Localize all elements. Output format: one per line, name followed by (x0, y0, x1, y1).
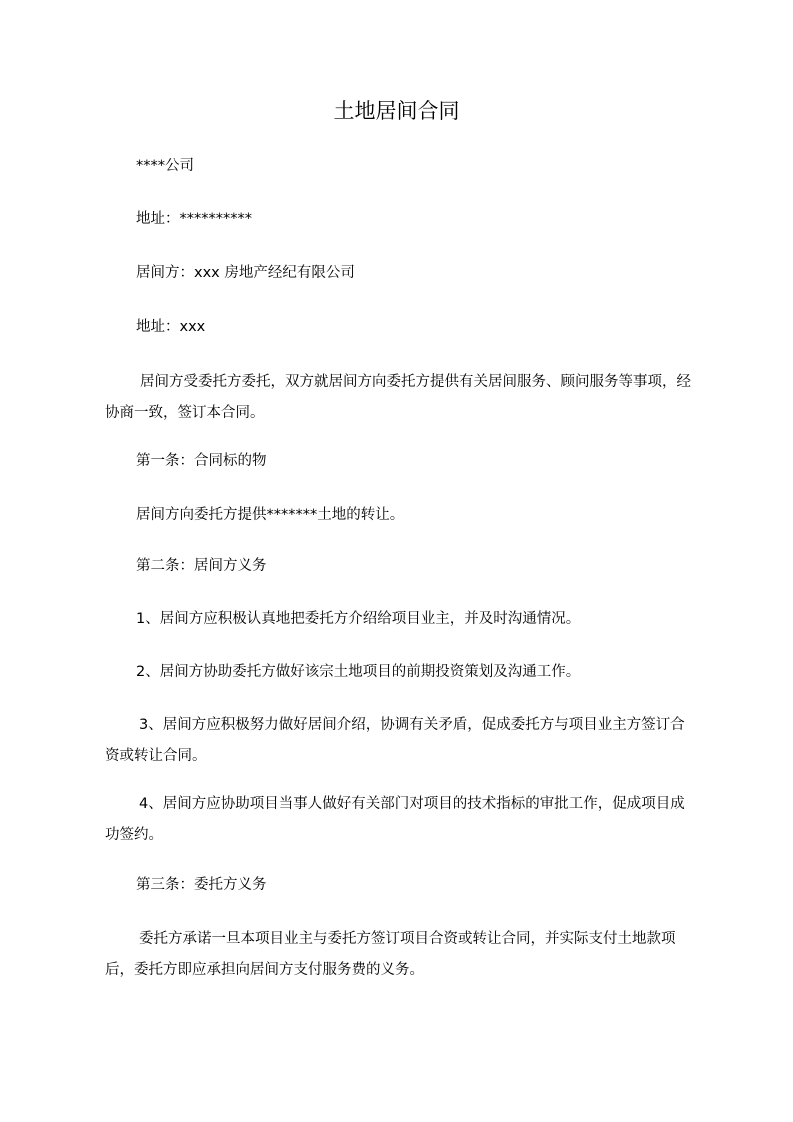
article3-text: 委托方承诺一旦本项目业主与委托方签订项目合资或转让合同，并实际支付土地款项后，委托方即应承担向居间方支付服务费的义务。 (105, 931, 676, 978)
article2-item-3: 3、居间方应积极努力做好居间介绍，协调有关矛盾，促成委托方与项目业主方签订合资或转让合同。 (105, 717, 685, 764)
preamble-paragraph: 居间方受委托方委托，双方就居间方向委托方提供有关居间服务、顾问服务等事项，经协商一致，签订本合同。 (105, 374, 691, 421)
contract-title: 土地居间合同 (333, 99, 460, 123)
article1-text: 居间方向委托方提供*******土地的转让。 (136, 507, 405, 523)
broker-address: 地址：xxx (136, 319, 206, 335)
article2-heading: 第二条：居间方义务 (136, 558, 267, 574)
broker-name: 居间方：xxx 房地产经纪有限公司 (136, 265, 355, 281)
article2-item-1: 1、居间方应积极认真地把委托方介绍给项目业主，并及时沟通情况。 (136, 611, 581, 627)
article1-heading: 第一条：合同标的物 (136, 453, 267, 469)
party-a-name: ****公司 (136, 158, 194, 174)
article2-item-4: 4、居间方应协助项目当事人做好有关部门对项目的技术指标的审批工作，促成项目成功签约。 (105, 796, 685, 843)
party-a-address: 地址：********** (136, 211, 252, 227)
article3-heading: 第三条：委托方义务 (136, 877, 267, 893)
article2-item-2: 2、居间方协助委托方做好该宗土地项目的前期投资策划及沟通工作。 (136, 664, 581, 680)
